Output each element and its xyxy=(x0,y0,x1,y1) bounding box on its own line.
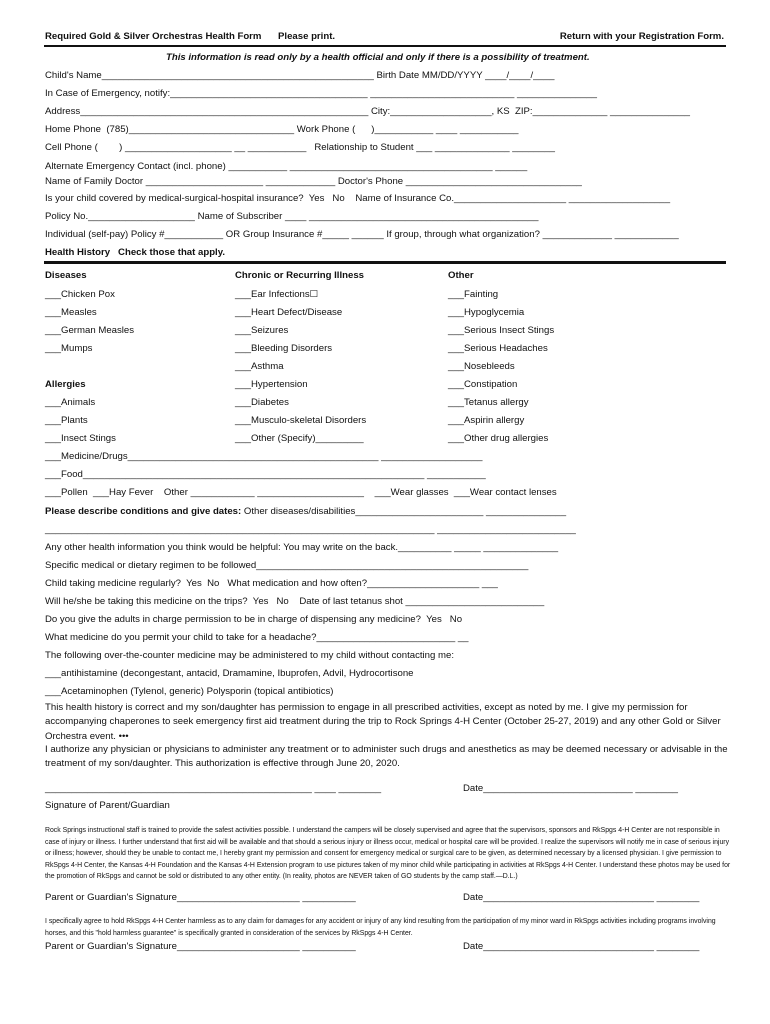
diseases-heading: Diseases xyxy=(45,270,87,281)
signature-label: Signature of Parent/Guardian xyxy=(45,800,170,811)
question-line[interactable]: Will he/she be taking this medicine on the trips? Yes No Date of last tetanus shot __________________________ xyxy=(45,596,545,607)
checklist-item[interactable]: ___Musculo-skeletal Disorders xyxy=(235,415,367,426)
checklist-item[interactable]: ___Tetanus allergy xyxy=(448,397,529,408)
checklist-item[interactable]: ___Insect Stings xyxy=(45,433,116,444)
question-line[interactable]: ___Acetaminophen (Tylenol, generic) Polysporin (topical antibiotics) xyxy=(45,686,334,697)
checklist-item[interactable]: ___Heart Defect/Disease xyxy=(235,307,343,318)
signature-date-field[interactable]: Date____________________________ ________ xyxy=(463,783,679,794)
address-field[interactable]: Address______________________________________________________ City:___________________, KS ZIP:______________ _______________ xyxy=(45,106,690,117)
checklist-item[interactable]: ___Nosebleeds xyxy=(448,361,515,372)
describe-conditions-field[interactable] xyxy=(45,506,566,518)
checklist-item[interactable]: ___Serious Headaches xyxy=(448,343,548,354)
checklist-item[interactable]: ___Seizures xyxy=(235,325,289,336)
checklist-item[interactable]: ___Fainting xyxy=(448,289,499,300)
medicine-allergy-field[interactable]: ___Medicine/Drugs_______________________________________________ ___________________ xyxy=(45,451,483,462)
health-history-divider xyxy=(44,261,726,264)
question-line[interactable]: Do you give the adults in charge permission to be in charge of dispensing any medicine? Yes No xyxy=(45,614,463,625)
parent-signature-date-field[interactable]: Date________________________________ ________ xyxy=(463,892,700,903)
parent-signature-field[interactable]: Parent or Guardian's Signature_______________________ __________ xyxy=(45,892,356,903)
policy-number-field[interactable]: Policy No.____________________ Name of Subscriber ____ ___________________________________________ xyxy=(45,211,539,222)
checklist-item[interactable]: ___Chicken Pox xyxy=(45,289,115,300)
header-divider xyxy=(44,45,726,47)
pollen-hayfever-field[interactable]: ___Pollen ___Hay Fever Other ____________ ____________________ ___Wear glasses ___Wear contact lenses xyxy=(45,487,557,498)
question-line[interactable]: Child taking medicine regularly? Yes No What medication and how often?_____________________ ___ xyxy=(45,578,498,589)
please-print-note: Please print. xyxy=(278,31,336,42)
checklist-item[interactable]: ___Ear Infections☐ xyxy=(235,289,319,300)
confidentiality-notice: This information is read only by a health official and only if there is a possibility of treatment. xyxy=(166,52,590,63)
health-history-heading: Health History Check those that apply. xyxy=(45,247,226,258)
food-allergy-field[interactable]: ___Food________________________________________________________________ ___________ xyxy=(45,469,486,480)
checklist-item[interactable]: ___Measles xyxy=(45,307,97,318)
emergency-notify-field[interactable]: In Case of Emergency, notify:_____________________________________ ___________________________ _______________ xyxy=(45,88,597,99)
checklist-item[interactable]: ___Hypertension xyxy=(235,379,308,390)
checklist-item[interactable]: ___Other (Specify)_________ xyxy=(235,433,364,444)
question-line[interactable]: Specific medical or dietary regimen to be followed___________________________________________________ xyxy=(45,560,529,571)
child-name-field[interactable]: Child's Name___________________________________________________ Birth Date MM/DD/YYYY ____/____/____ xyxy=(45,70,555,81)
parent-signature-date-field[interactable]: Date________________________________ ________ xyxy=(463,941,700,952)
policy-type-field[interactable]: Individual (self-pay) Policy #___________ OR Group Insurance #_____ ______ If group, through what organization? _____________ ____________ xyxy=(45,229,679,240)
return-note: Return with your Registration Form. xyxy=(559,31,724,42)
parent-signature-field[interactable]: Parent or Guardian's Signature_______________________ __________ xyxy=(45,941,356,952)
checklist-item[interactable]: ___Serious Insect Stings xyxy=(448,325,555,336)
describe-conditions-line[interactable]: _________________________________________________________________________ __________________________ xyxy=(45,524,576,535)
other-heading: Other xyxy=(448,270,474,281)
phone-field[interactable]: Home Phone (785)_______________________________ Work Phone ( )___________ ____ ___________ xyxy=(45,124,519,135)
liability-fine-print: Rock Springs instructional staff is trained to provide the safest activities possible. I understand the campers will be closely supervised and agree that the supervisors, sponsors and RkSpgs 4-H Center are not responsible in case of injury or illness. I further understand that first aid will be available and that should a serious injury or illness occur, medical or hospital care will be provided. I realize the supervisors will notify me in case of serious injury or illness; however, should they be unable to contact me, I hereby grant my permission and consent for emergency medical or surgical care to be given, as determined necessary by a licensed physician. I give permission to RkSpgs 4-H Center, the Kansas 4-H Foundation and the Kansas 4-H Extension program to use pictures taken of my minor child while participating in activities at RkSpgs 4-H Center. I understand these photos may be used for the promotion of RkSpgs and cannot be sold or distributed to any other entity. (In reality, photos are NEVER taken of GO students by the camp staff.—D.L.) xyxy=(45,827,731,881)
question-line: The following over-the-counter medicine may be administered to my child without contacting me: xyxy=(45,650,454,661)
checklist-item[interactable]: ___Mumps xyxy=(45,343,93,354)
alternate-contact-field[interactable]: Alternate Emergency Contact (incl. phone) ___________ ______________________________________ ______ xyxy=(45,161,528,172)
describe-conditions-label: Please describe conditions and give dates: xyxy=(45,506,242,517)
cell-phone-field[interactable]: Cell Phone ( ) ____________________ __ ___________ Relationship to Student ___ ______________ ________ xyxy=(45,142,555,153)
authorization-statement: I authorize any physician or physicians to administer any treatment or to administer such drugs and anesthetics as may be deemed necessary or advisable in the treatment of my son/daughter. This authorization is effective through June 20, 2020. xyxy=(45,744,728,770)
checklist-item[interactable]: ___Other drug allergies xyxy=(448,433,549,444)
checklist-item[interactable]: ___German Measles xyxy=(45,325,135,336)
checklist-item[interactable]: ___Aspirin allergy xyxy=(448,415,525,426)
form-title: Required Gold & Silver Orchestras Health Form xyxy=(45,31,262,42)
checklist-item[interactable]: ___Diabetes xyxy=(235,397,289,408)
checklist-item[interactable]: ___Bleeding Disorders xyxy=(235,343,333,354)
permission-statement: This health history is correct and my son/daughter has permission to engage in all prescribed activities, except as noted by me. I give my permission for accompanying chaperones to seek emergency first aid treatment during the trip to Rock Springs 4-H Center (October 25-27, 2019) and any other Gold or Silver Orchestra event. ••• xyxy=(45,702,721,742)
question-line[interactable]: What medicine do you permit your child to take for a headache?__________________________ __ xyxy=(45,632,469,643)
checklist-item[interactable]: ___Hypoglycemia xyxy=(448,307,525,318)
checklist-item[interactable]: ___Plants xyxy=(45,415,88,426)
checklist-item[interactable]: ___Constipation xyxy=(448,379,518,390)
hold-harmless-fine-print: I specifically agree to hold RkSpgs 4-H Center harmless as to any claim for damages for any accident or injury of any kind resulting from the participation of my minor ward in RkSpgs activities including programs involving horses, and this "hold harmless guarantee" is specifically granted in consideration of the services by RkSpgs 4-H Center. xyxy=(45,918,716,937)
chronic-heading: Chronic or Recurring Illness xyxy=(235,270,365,281)
question-line[interactable]: Any other health information you think would be helpful: You may write on the back.__________ _____ ______________ xyxy=(45,542,559,553)
question-line[interactable]: ___antihistamine (decongestant, antacid, Dramamine, Ibuprofen, Advil, Hydrocortisone xyxy=(45,668,414,679)
family-doctor-field[interactable]: Name of Family Doctor ______________________ _____________ Doctor's Phone _________________________________ xyxy=(45,176,582,187)
allergies-heading: Allergies xyxy=(45,379,86,390)
signature-line[interactable]: __________________________________________________ ____ ________ xyxy=(45,783,382,794)
checklist-item[interactable]: ___Animals xyxy=(45,397,96,408)
checklist-item[interactable]: ___Asthma xyxy=(235,361,284,372)
insurance-coverage-field[interactable]: Is your child covered by medical-surgical-hospital insurance? Yes No Name of Insurance Co._____________________ ___________________ xyxy=(45,193,671,204)
describe-conditions-rest: Other diseases/disabilities________________________ _______________ xyxy=(241,506,567,517)
